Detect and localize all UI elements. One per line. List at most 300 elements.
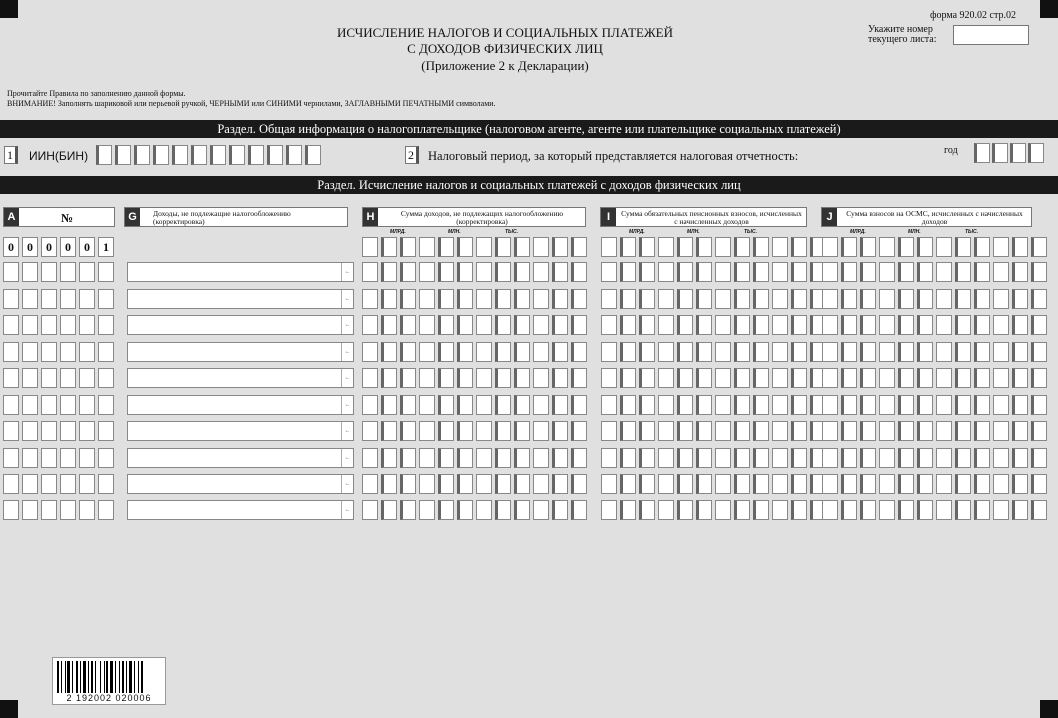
amount-j-cell[interactable]	[898, 342, 914, 362]
amount-i-cell[interactable]	[658, 237, 674, 257]
amount-i-cell[interactable]	[620, 474, 636, 494]
amount-h-cell[interactable]	[362, 500, 378, 520]
year-cell[interactable]	[1028, 143, 1044, 163]
amount-h-cell[interactable]	[400, 421, 416, 441]
amount-j-cell[interactable]	[822, 262, 838, 282]
row-number-cell[interactable]	[22, 500, 38, 520]
amount-h-cell[interactable]	[438, 448, 454, 468]
iin-bin-cell[interactable]	[229, 145, 245, 165]
amount-i-cell[interactable]	[753, 289, 769, 309]
amount-i-cell[interactable]	[753, 500, 769, 520]
amount-j-cell[interactable]	[1031, 474, 1047, 494]
amount-i-cell[interactable]	[601, 315, 617, 335]
amount-i-cell[interactable]	[753, 315, 769, 335]
amount-j-cell[interactable]	[1012, 474, 1028, 494]
amount-j-cell[interactable]	[1031, 448, 1047, 468]
amount-j-cell[interactable]	[898, 474, 914, 494]
amount-j-cell[interactable]	[879, 395, 895, 415]
row-number-cell[interactable]	[22, 315, 38, 335]
amount-i-cell[interactable]	[772, 289, 788, 309]
amount-i-cell[interactable]	[677, 289, 693, 309]
amount-j-cell[interactable]	[841, 395, 857, 415]
amount-h-cell[interactable]	[457, 315, 473, 335]
amount-j-cell[interactable]	[822, 342, 838, 362]
row-number-cell[interactable]	[41, 421, 57, 441]
amount-j-cell[interactable]	[879, 342, 895, 362]
amount-j-cell[interactable]	[917, 368, 933, 388]
amount-h-cell[interactable]	[571, 342, 587, 362]
amount-j-cell[interactable]	[1012, 315, 1028, 335]
amount-j-cell[interactable]	[898, 262, 914, 282]
row-number-cell[interactable]	[22, 289, 38, 309]
amount-i-cell[interactable]	[658, 289, 674, 309]
amount-i-cell[interactable]	[601, 448, 617, 468]
amount-j-cell[interactable]	[1031, 342, 1047, 362]
amount-i-cell[interactable]	[715, 395, 731, 415]
amount-i-cell[interactable]	[658, 342, 674, 362]
amount-h-cell[interactable]	[362, 448, 378, 468]
amount-i-cell[interactable]	[696, 395, 712, 415]
non-taxable-income-field[interactable]	[127, 500, 354, 520]
row-number-cell[interactable]	[60, 395, 76, 415]
amount-j-cell[interactable]	[955, 237, 971, 257]
amount-h-cell[interactable]	[514, 368, 530, 388]
amount-i-cell[interactable]	[753, 448, 769, 468]
amount-h-cell[interactable]	[400, 474, 416, 494]
amount-j-cell[interactable]	[936, 368, 952, 388]
amount-j-cell[interactable]	[955, 395, 971, 415]
iin-bin-cell[interactable]	[115, 145, 131, 165]
non-taxable-income-field[interactable]	[127, 342, 354, 362]
amount-h-cell[interactable]	[419, 368, 435, 388]
amount-j-cell[interactable]	[841, 421, 857, 441]
row-number-cell[interactable]	[41, 342, 57, 362]
row-number-cell[interactable]	[79, 289, 95, 309]
amount-h-cell[interactable]	[457, 368, 473, 388]
amount-i-cell[interactable]	[677, 500, 693, 520]
amount-i-cell[interactable]	[658, 421, 674, 441]
amount-h-cell[interactable]	[438, 262, 454, 282]
amount-j-cell[interactable]	[1012, 421, 1028, 441]
row-number-cell[interactable]	[60, 448, 76, 468]
amount-h-cell[interactable]	[381, 421, 397, 441]
amount-j-cell[interactable]	[898, 368, 914, 388]
amount-i-cell[interactable]	[791, 448, 807, 468]
amount-i-cell[interactable]	[734, 474, 750, 494]
amount-j-cell[interactable]	[822, 421, 838, 441]
amount-i-cell[interactable]	[734, 237, 750, 257]
row-number-cell[interactable]	[22, 395, 38, 415]
row-number-cell[interactable]	[98, 262, 114, 282]
amount-i-cell[interactable]	[620, 421, 636, 441]
amount-i-cell[interactable]	[658, 315, 674, 335]
iin-bin-cell[interactable]	[267, 145, 283, 165]
amount-j-cell[interactable]	[860, 237, 876, 257]
amount-i-cell[interactable]	[715, 262, 731, 282]
amount-j-cell[interactable]	[860, 500, 876, 520]
row-number-cell[interactable]	[41, 395, 57, 415]
row-number-cell[interactable]	[98, 448, 114, 468]
amount-i-cell[interactable]	[696, 368, 712, 388]
amount-h-cell[interactable]	[400, 395, 416, 415]
amount-h-cell[interactable]	[400, 262, 416, 282]
amount-i-cell[interactable]	[772, 262, 788, 282]
row-number-cell[interactable]	[3, 368, 19, 388]
amount-i-cell[interactable]	[620, 315, 636, 335]
amount-h-cell[interactable]	[552, 289, 568, 309]
amount-h-cell[interactable]	[362, 237, 378, 257]
amount-h-cell[interactable]	[533, 448, 549, 468]
non-taxable-income-field[interactable]	[127, 421, 354, 441]
amount-h-cell[interactable]	[514, 421, 530, 441]
non-taxable-income-field[interactable]	[127, 315, 354, 335]
amount-i-cell[interactable]	[791, 342, 807, 362]
amount-j-cell[interactable]	[917, 262, 933, 282]
year-cell[interactable]	[974, 143, 990, 163]
amount-i-cell[interactable]	[734, 500, 750, 520]
amount-h-cell[interactable]	[400, 289, 416, 309]
amount-j-cell[interactable]	[993, 315, 1009, 335]
amount-h-cell[interactable]	[381, 448, 397, 468]
amount-j-cell[interactable]	[841, 262, 857, 282]
row-number-cell[interactable]	[22, 368, 38, 388]
amount-j-cell[interactable]	[917, 237, 933, 257]
amount-h-cell[interactable]	[438, 421, 454, 441]
row-number-cell[interactable]	[41, 368, 57, 388]
amount-h-cell[interactable]	[571, 315, 587, 335]
amount-h-cell[interactable]	[419, 262, 435, 282]
amount-j-cell[interactable]	[841, 368, 857, 388]
row-number-cell[interactable]	[60, 289, 76, 309]
amount-i-cell[interactable]	[753, 342, 769, 362]
amount-i-cell[interactable]	[601, 395, 617, 415]
amount-h-cell[interactable]	[381, 237, 397, 257]
row-number-cell[interactable]	[60, 421, 76, 441]
row-number-cell[interactable]	[60, 315, 76, 335]
amount-j-cell[interactable]	[917, 395, 933, 415]
amount-j-cell[interactable]	[822, 474, 838, 494]
amount-i-cell[interactable]	[753, 262, 769, 282]
amount-i-cell[interactable]	[696, 289, 712, 309]
amount-h-cell[interactable]	[457, 448, 473, 468]
amount-h-cell[interactable]	[476, 474, 492, 494]
amount-h-cell[interactable]	[457, 474, 473, 494]
row-number-cell[interactable]	[60, 342, 76, 362]
amount-h-cell[interactable]	[476, 448, 492, 468]
row-number-cell[interactable]	[60, 500, 76, 520]
amount-j-cell[interactable]	[955, 262, 971, 282]
amount-j-cell[interactable]	[841, 315, 857, 335]
amount-i-cell[interactable]	[620, 395, 636, 415]
amount-i-cell[interactable]	[658, 368, 674, 388]
amount-h-cell[interactable]	[514, 474, 530, 494]
amount-j-cell[interactable]	[917, 448, 933, 468]
amount-j-cell[interactable]	[955, 342, 971, 362]
amount-j-cell[interactable]	[841, 289, 857, 309]
amount-j-cell[interactable]	[1012, 448, 1028, 468]
amount-i-cell[interactable]	[791, 500, 807, 520]
amount-i-cell[interactable]	[677, 474, 693, 494]
amount-i-cell[interactable]	[620, 237, 636, 257]
amount-h-cell[interactable]	[514, 315, 530, 335]
amount-j-cell[interactable]	[879, 237, 895, 257]
amount-j-cell[interactable]	[898, 315, 914, 335]
amount-h-cell[interactable]	[362, 368, 378, 388]
amount-j-cell[interactable]	[955, 315, 971, 335]
amount-j-cell[interactable]	[917, 500, 933, 520]
amount-j-cell[interactable]	[974, 237, 990, 257]
amount-j-cell[interactable]	[822, 289, 838, 309]
amount-h-cell[interactable]	[381, 342, 397, 362]
amount-i-cell[interactable]	[753, 474, 769, 494]
amount-j-cell[interactable]	[841, 237, 857, 257]
sheet-number-field[interactable]	[953, 25, 1029, 45]
amount-i-cell[interactable]	[620, 289, 636, 309]
row-number-cell[interactable]	[41, 262, 57, 282]
amount-j-cell[interactable]	[955, 368, 971, 388]
row-number-cell[interactable]	[3, 474, 19, 494]
row-number-cell[interactable]	[79, 448, 95, 468]
amount-i-cell[interactable]	[639, 474, 655, 494]
amount-j-cell[interactable]	[974, 421, 990, 441]
amount-j-cell[interactable]	[993, 289, 1009, 309]
amount-h-cell[interactable]	[571, 289, 587, 309]
row-number-cell[interactable]: 0	[3, 237, 19, 257]
amount-h-cell[interactable]	[495, 262, 511, 282]
row-number-cell[interactable]	[79, 395, 95, 415]
amount-h-cell[interactable]	[495, 315, 511, 335]
amount-i-cell[interactable]	[791, 289, 807, 309]
amount-h-cell[interactable]	[438, 237, 454, 257]
amount-h-cell[interactable]	[571, 368, 587, 388]
amount-h-cell[interactable]	[438, 500, 454, 520]
amount-i-cell[interactable]	[620, 448, 636, 468]
amount-h-cell[interactable]	[457, 421, 473, 441]
amount-h-cell[interactable]	[495, 474, 511, 494]
amount-j-cell[interactable]	[917, 315, 933, 335]
amount-h-cell[interactable]	[533, 368, 549, 388]
row-number-cell[interactable]	[98, 474, 114, 494]
amount-h-cell[interactable]	[362, 289, 378, 309]
row-number-cell[interactable]	[98, 421, 114, 441]
amount-h-cell[interactable]	[552, 474, 568, 494]
row-number-cell[interactable]: 0	[60, 237, 76, 257]
amount-j-cell[interactable]	[936, 289, 952, 309]
amount-h-cell[interactable]	[495, 421, 511, 441]
amount-i-cell[interactable]	[601, 368, 617, 388]
row-number-cell[interactable]	[3, 448, 19, 468]
non-taxable-income-field[interactable]	[127, 289, 354, 309]
amount-h-cell[interactable]	[552, 315, 568, 335]
amount-i-cell[interactable]	[753, 421, 769, 441]
row-number-cell[interactable]	[79, 421, 95, 441]
amount-i-cell[interactable]	[753, 237, 769, 257]
amount-i-cell[interactable]	[639, 421, 655, 441]
row-number-cell[interactable]: 0	[41, 237, 57, 257]
amount-j-cell[interactable]	[936, 421, 952, 441]
iin-bin-cell[interactable]	[172, 145, 188, 165]
amount-h-cell[interactable]	[495, 500, 511, 520]
amount-j-cell[interactable]	[974, 448, 990, 468]
row-number-cell[interactable]	[79, 500, 95, 520]
amount-h-cell[interactable]	[476, 289, 492, 309]
row-number-cell[interactable]	[98, 368, 114, 388]
amount-h-cell[interactable]	[552, 421, 568, 441]
amount-h-cell[interactable]	[400, 237, 416, 257]
amount-h-cell[interactable]	[400, 448, 416, 468]
row-number-cell[interactable]	[41, 289, 57, 309]
amount-i-cell[interactable]	[772, 474, 788, 494]
amount-j-cell[interactable]	[879, 500, 895, 520]
amount-i-cell[interactable]	[715, 368, 731, 388]
row-number-cell[interactable]	[41, 500, 57, 520]
amount-h-cell[interactable]	[381, 315, 397, 335]
amount-i-cell[interactable]	[772, 342, 788, 362]
iin-bin-cell[interactable]	[305, 145, 321, 165]
row-number-cell[interactable]: 0	[79, 237, 95, 257]
amount-i-cell[interactable]	[677, 315, 693, 335]
amount-h-cell[interactable]	[381, 368, 397, 388]
row-number-cell[interactable]	[98, 342, 114, 362]
amount-h-cell[interactable]	[419, 237, 435, 257]
amount-h-cell[interactable]	[419, 395, 435, 415]
row-number-cell[interactable]	[98, 500, 114, 520]
amount-j-cell[interactable]	[917, 289, 933, 309]
iin-bin-cell[interactable]	[210, 145, 226, 165]
row-number-cell[interactable]	[3, 289, 19, 309]
row-number-cell[interactable]	[22, 342, 38, 362]
row-number-cell[interactable]	[41, 474, 57, 494]
amount-j-cell[interactable]	[898, 500, 914, 520]
amount-j-cell[interactable]	[1031, 421, 1047, 441]
amount-h-cell[interactable]	[533, 315, 549, 335]
amount-h-cell[interactable]	[514, 500, 530, 520]
amount-j-cell[interactable]	[860, 421, 876, 441]
amount-h-cell[interactable]	[457, 237, 473, 257]
amount-i-cell[interactable]	[639, 262, 655, 282]
row-number-cell[interactable]	[98, 289, 114, 309]
amount-j-cell[interactable]	[936, 500, 952, 520]
row-number-cell[interactable]	[79, 262, 95, 282]
amount-h-cell[interactable]	[552, 448, 568, 468]
amount-j-cell[interactable]	[879, 262, 895, 282]
amount-i-cell[interactable]	[620, 368, 636, 388]
amount-h-cell[interactable]	[571, 474, 587, 494]
amount-i-cell[interactable]	[677, 421, 693, 441]
amount-i-cell[interactable]	[620, 262, 636, 282]
amount-h-cell[interactable]	[495, 395, 511, 415]
amount-i-cell[interactable]	[753, 395, 769, 415]
row-number-cell[interactable]	[3, 500, 19, 520]
non-taxable-income-field[interactable]	[127, 262, 354, 282]
amount-h-cell[interactable]	[533, 289, 549, 309]
amount-j-cell[interactable]	[936, 315, 952, 335]
amount-h-cell[interactable]	[362, 421, 378, 441]
amount-j-cell[interactable]	[898, 421, 914, 441]
amount-i-cell[interactable]	[677, 342, 693, 362]
amount-i-cell[interactable]	[639, 315, 655, 335]
non-taxable-income-field[interactable]	[127, 395, 354, 415]
amount-h-cell[interactable]	[571, 395, 587, 415]
amount-h-cell[interactable]	[476, 500, 492, 520]
amount-h-cell[interactable]	[533, 395, 549, 415]
amount-h-cell[interactable]	[495, 342, 511, 362]
amount-i-cell[interactable]	[696, 237, 712, 257]
amount-h-cell[interactable]	[495, 448, 511, 468]
amount-i-cell[interactable]	[791, 315, 807, 335]
amount-i-cell[interactable]	[772, 237, 788, 257]
amount-h-cell[interactable]	[533, 421, 549, 441]
amount-h-cell[interactable]	[552, 395, 568, 415]
amount-j-cell[interactable]	[1031, 237, 1047, 257]
amount-j-cell[interactable]	[1031, 500, 1047, 520]
amount-j-cell[interactable]	[974, 315, 990, 335]
amount-j-cell[interactable]	[993, 237, 1009, 257]
amount-h-cell[interactable]	[419, 315, 435, 335]
amount-j-cell[interactable]	[860, 289, 876, 309]
row-number-cell[interactable]	[3, 342, 19, 362]
iin-bin-cell[interactable]	[153, 145, 169, 165]
amount-h-cell[interactable]	[552, 342, 568, 362]
amount-h-cell[interactable]	[533, 262, 549, 282]
amount-h-cell[interactable]	[533, 474, 549, 494]
row-number-cell[interactable]: 1	[98, 237, 114, 257]
amount-i-cell[interactable]	[601, 237, 617, 257]
amount-j-cell[interactable]	[879, 421, 895, 441]
amount-i-cell[interactable]	[715, 421, 731, 441]
amount-j-cell[interactable]	[841, 500, 857, 520]
amount-h-cell[interactable]	[400, 368, 416, 388]
amount-h-cell[interactable]	[419, 474, 435, 494]
amount-i-cell[interactable]	[734, 421, 750, 441]
amount-j-cell[interactable]	[974, 368, 990, 388]
amount-i-cell[interactable]	[677, 448, 693, 468]
amount-h-cell[interactable]	[476, 237, 492, 257]
amount-h-cell[interactable]	[457, 342, 473, 362]
amount-j-cell[interactable]	[841, 342, 857, 362]
amount-h-cell[interactable]	[381, 395, 397, 415]
amount-h-cell[interactable]	[362, 395, 378, 415]
amount-i-cell[interactable]	[715, 342, 731, 362]
amount-i-cell[interactable]	[734, 315, 750, 335]
amount-j-cell[interactable]	[993, 262, 1009, 282]
amount-i-cell[interactable]	[715, 289, 731, 309]
amount-i-cell[interactable]	[601, 474, 617, 494]
amount-j-cell[interactable]	[974, 262, 990, 282]
amount-i-cell[interactable]	[639, 342, 655, 362]
iin-bin-cell[interactable]	[96, 145, 112, 165]
amount-i-cell[interactable]	[715, 474, 731, 494]
amount-h-cell[interactable]	[571, 500, 587, 520]
amount-h-cell[interactable]	[438, 342, 454, 362]
amount-i-cell[interactable]	[639, 368, 655, 388]
amount-h-cell[interactable]	[438, 289, 454, 309]
amount-i-cell[interactable]	[658, 448, 674, 468]
amount-j-cell[interactable]	[1031, 262, 1047, 282]
amount-j-cell[interactable]	[1012, 342, 1028, 362]
amount-j-cell[interactable]	[822, 237, 838, 257]
amount-h-cell[interactable]	[476, 368, 492, 388]
amount-j-cell[interactable]	[936, 395, 952, 415]
amount-i-cell[interactable]	[620, 342, 636, 362]
amount-h-cell[interactable]	[381, 262, 397, 282]
amount-h-cell[interactable]	[419, 421, 435, 441]
amount-j-cell[interactable]	[955, 474, 971, 494]
amount-j-cell[interactable]	[955, 448, 971, 468]
amount-i-cell[interactable]	[639, 500, 655, 520]
amount-h-cell[interactable]	[400, 315, 416, 335]
amount-j-cell[interactable]	[860, 474, 876, 494]
